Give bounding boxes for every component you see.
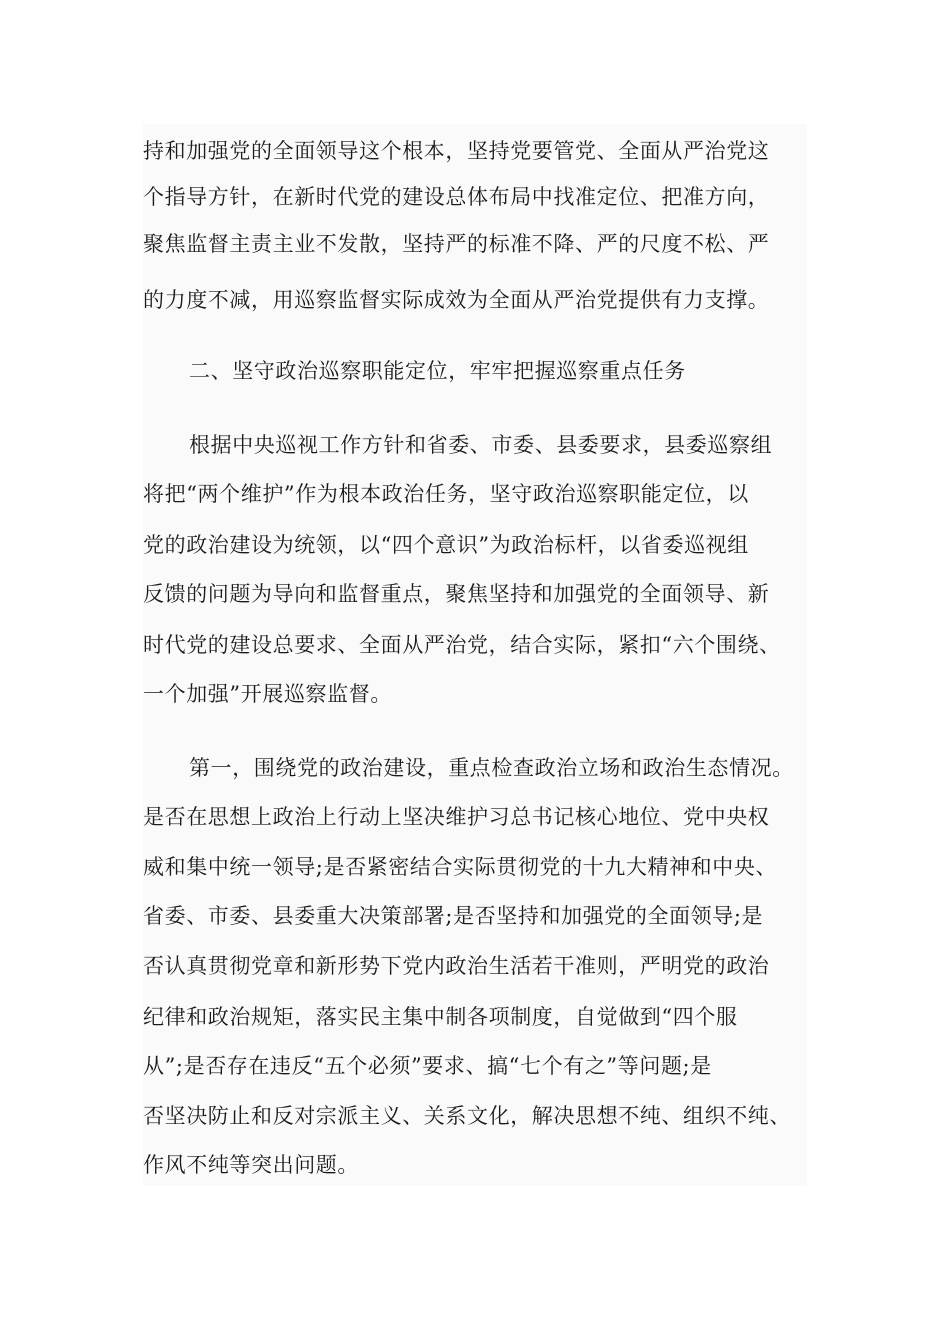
text-line: 反馈的问题为导向和监督重点，聚焦坚持和加强党的全面领导、新	[143, 582, 770, 606]
text-line: 根据中央巡视工作方针和省委、市委、县委要求，县委巡察组	[189, 433, 773, 457]
text-line: 聚焦监督主责主业不发散，坚持严的标准不降、严的尺度不松、严	[143, 232, 770, 256]
section-heading: 二、坚守政治巡察职能定位，牢牢把握巡察重点任务	[189, 359, 686, 383]
text-line: 时代党的建设总要求、全面从严治党，结合实际，紧扣“六个围绕、	[143, 633, 781, 657]
text-line: 一个加强”开展巡察监督。	[143, 682, 392, 706]
text-line: 否坚决防止和反对宗派主义、关系文化，解决思想不纯、组织不纯、	[143, 1104, 791, 1128]
text-line: 个指导方针，在新时代党的建设总体布局中找准定位、把准方向，	[143, 185, 770, 209]
text-line: 将把“两个维护”作为根本政治任务，坚守政治巡察职能定位，以	[143, 482, 749, 506]
text-line: 持和加强党的全面领导这个根本，坚持党要管党、全面从严治党这	[143, 139, 770, 163]
text-line: 第一，围绕党的政治建设，重点检查政治立场和政治生态情况。	[189, 756, 794, 780]
text-line: 纪律和政治规矩，落实民主集中制各项制度，自觉做到“四个服	[143, 1005, 738, 1029]
text-line: 是否在思想上政治上行动上坚决维护习总书记核心地位、党中央权	[143, 805, 770, 829]
text-line: 的力度不减，用巡察监督实际成效为全面从严治党提供有力支撑。	[143, 288, 770, 312]
text-line: 党的政治建设为统领，以“四个意识”为政治标杆，以省委巡视组	[143, 533, 749, 557]
text-line: 威和集中统一领导;是否紧密结合实际贯彻党的十九大精神和中央、	[143, 855, 778, 879]
text-line: 从”;是否存在违反“五个必须”要求、搞“七个有之”等问题;是	[143, 1054, 712, 1078]
text-line: 作风不纯等突出问题。	[143, 1153, 359, 1177]
text-line: 省委、市委、县委重大决策部署;是否坚持和加强党的全面领导;是	[143, 904, 764, 928]
document-body	[143, 124, 807, 1186]
text-line: 否认真贯彻党章和新形势下党内政治生活若干准则，严明党的政治	[143, 954, 770, 978]
